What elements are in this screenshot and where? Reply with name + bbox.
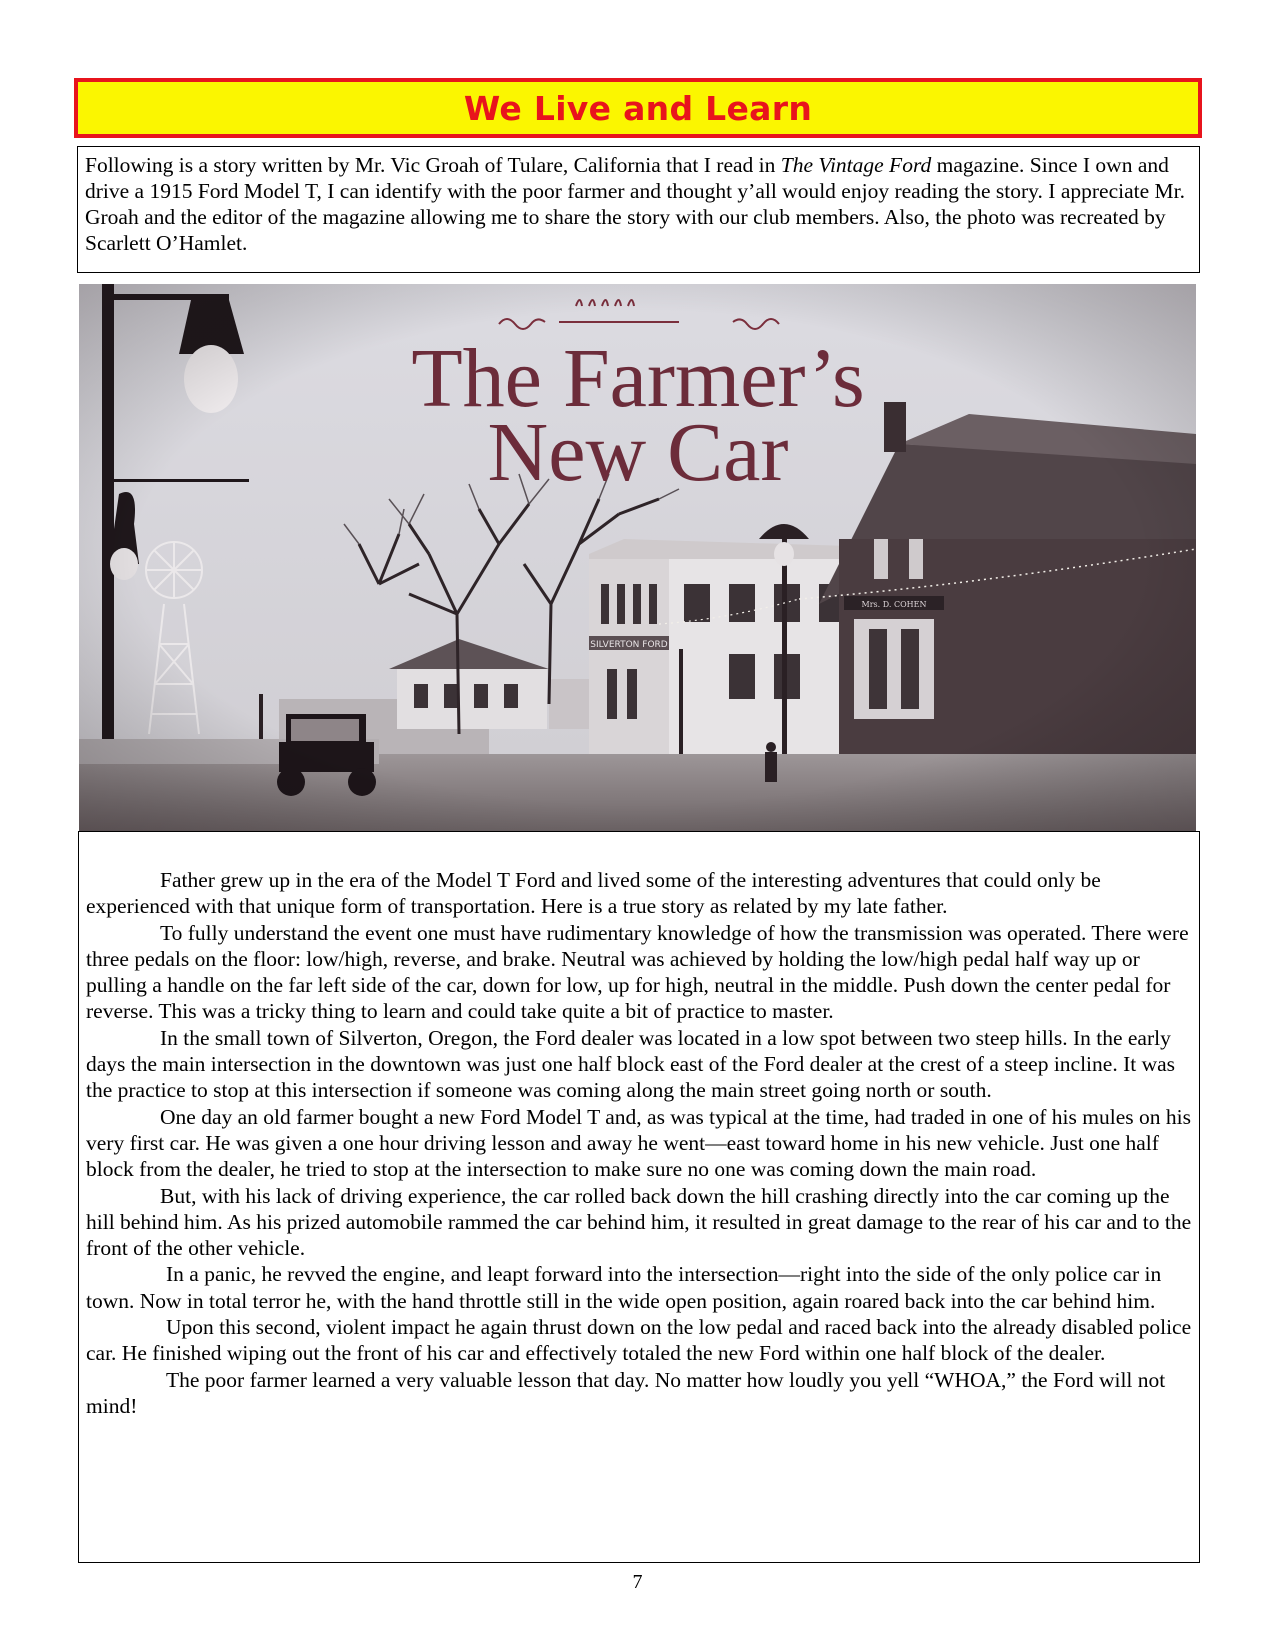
story-paragraph: But, with his lack of driving experience, the car rolled back down the hill crashing directly into the car coming up the hill behind him. As his prized automobile rammed the car behind him, it resulted in great damage to the rear of his car and to the front of the other vehicle. (86, 1183, 1192, 1261)
story-paragraph: The poor farmer learned a very valuable lesson that day. No matter how loudly you yell “WHOA,” the Ford will not mind! (86, 1367, 1166, 1418)
intro-paragraph (85, 152, 1191, 256)
banner-title: We Live and Learn (463, 88, 813, 128)
story-paragraph: Father grew up in the era of the Model T Ford and lived some of the interesting adventures that could only be experienced with that unique form of transportation. Here is a true story as related by my late father. (86, 868, 1101, 919)
intro-text-start: Following is a story written by Mr. Vic Groah of Tulare, California that I read in (85, 153, 781, 177)
story-box (78, 831, 1200, 1563)
page-number: 7 (632, 1571, 643, 1593)
story-paragraph: In a panic, he revved the engine, and leapt forward into the intersection—right into the side of the only police car in town. Now in total terror he, with the hand throttle still in the wide open position, again roared back into the car behind him. (86, 1262, 1162, 1313)
story-paragraph: In the small town of Silverton, Oregon, the Ford dealer was located in a low spot between two steep hills. In the early days the main intersection in the downtown was just one half block east of the Ford dealer at the crest of a steep incline. It was the practice to stop at this intersection if someone was coming along the main street going north or south. (86, 1025, 1176, 1103)
intro-box (77, 146, 1200, 273)
magazine-name: The Vintage Ford (780, 153, 932, 177)
intro-text-end: magazine. Since I own and drive a 1915 Ford Model T, I can identify with the poor farmer and thought y’all would enjoy reading the story. I appreciate Mr. Groah and the editor of the magazine allowing me to share the story with our club members. Also, the photo was recreated by Scarlett O’Hamlet. (85, 153, 1185, 255)
story-paragraph: Upon this second, violent impact he again thrust down on the low pedal and raced back into the already disabled police car. He finished wiping out the front of his car and effectively totaled the new Ford within one half block of the dealer. (86, 1315, 1192, 1366)
story-paragraph: To fully understand the event one must have rudimentary knowledge of how the transmission was operated. There were three pedals on the floor: low/high, reverse, and brake. Neutral was achieved by holding the low/high pedal half way up or pulling a handle on the far left side of the car, down for low, up for high, neutral in the middle. Push down the center pedal for reverse. This was a tricky thing to learn and could take quite a bit of practice to master. (86, 920, 1189, 1024)
farmers-new-car-photo (79, 284, 1196, 831)
story-paragraph: One day an old farmer bought a new Ford Model T and, as was typical at the time, had traded in one of his mules on his very first car. He was given a one hour driving lesson and away he went—east toward home in his new vehicle. Just one half block from the dealer, he tried to stop at the intersection to make sure no one was coming down the main road. (86, 1104, 1191, 1182)
title-banner (74, 78, 1202, 138)
